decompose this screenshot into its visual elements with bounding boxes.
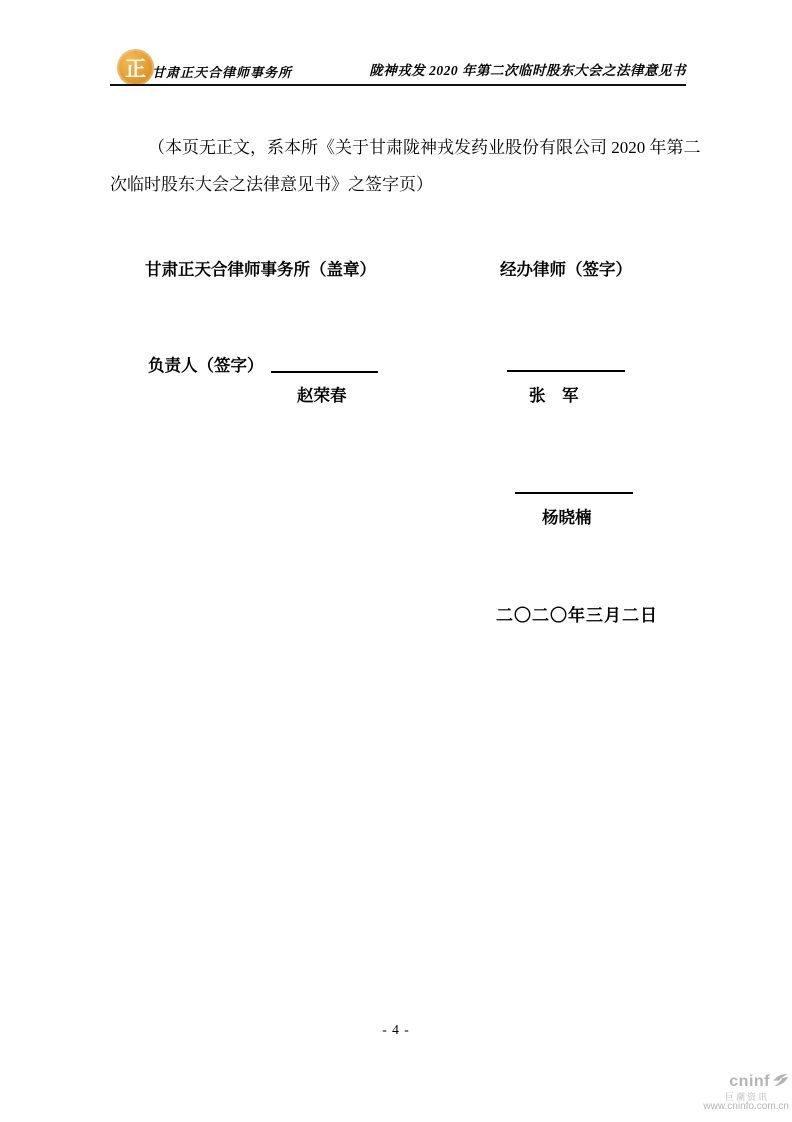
cninfo-watermark [703, 1072, 789, 1113]
firm-seal-label: 甘肃正天合律师事务所（盖章） [145, 260, 376, 279]
cninfo-url: www.cninfo.com.cn [703, 1101, 789, 1113]
handling-lawyer-label: 经办律师（签字） [500, 260, 632, 279]
document-date: 二〇二〇年三月二日 [496, 606, 658, 625]
lawyer2-name: 杨晓楠 [542, 508, 592, 527]
header-doc-title: 陇神戎发 2020 年第二次临时股东大会之法律意见书 [369, 63, 686, 78]
header-divider [110, 84, 686, 86]
cninfo-swirl-icon [771, 1072, 789, 1093]
header-firm-name: 甘肃正天合律师事务所 [152, 65, 293, 80]
firm-logo-glyph: 正 [125, 56, 146, 81]
principal-label: 负责人（签字） [148, 356, 264, 375]
principal-name: 赵荣春 [297, 386, 347, 405]
lawyer1-name: 张 军 [529, 386, 579, 405]
cninfo-name-cn: 巨潮资讯 [724, 1091, 769, 1102]
page-number: - 4 - [382, 1022, 410, 1037]
firm-logo-icon [117, 49, 154, 86]
signature-page-statement [110, 130, 710, 203]
cninfo-brand-text: cninf [729, 1073, 770, 1090]
statement-line-1: （本页无正文，系本所《关于甘肃陇神戎发药业股份有限公司 2020 年第二 [148, 138, 701, 157]
lawyer2-signature-line [515, 478, 633, 494]
statement-line-2: 次临时股东大会之法律意见书》之签字页） [110, 174, 433, 194]
principal-signature-line [271, 357, 378, 373]
cninfo-brand-row [703, 1072, 789, 1093]
lawyer1-signature-line [507, 356, 625, 372]
